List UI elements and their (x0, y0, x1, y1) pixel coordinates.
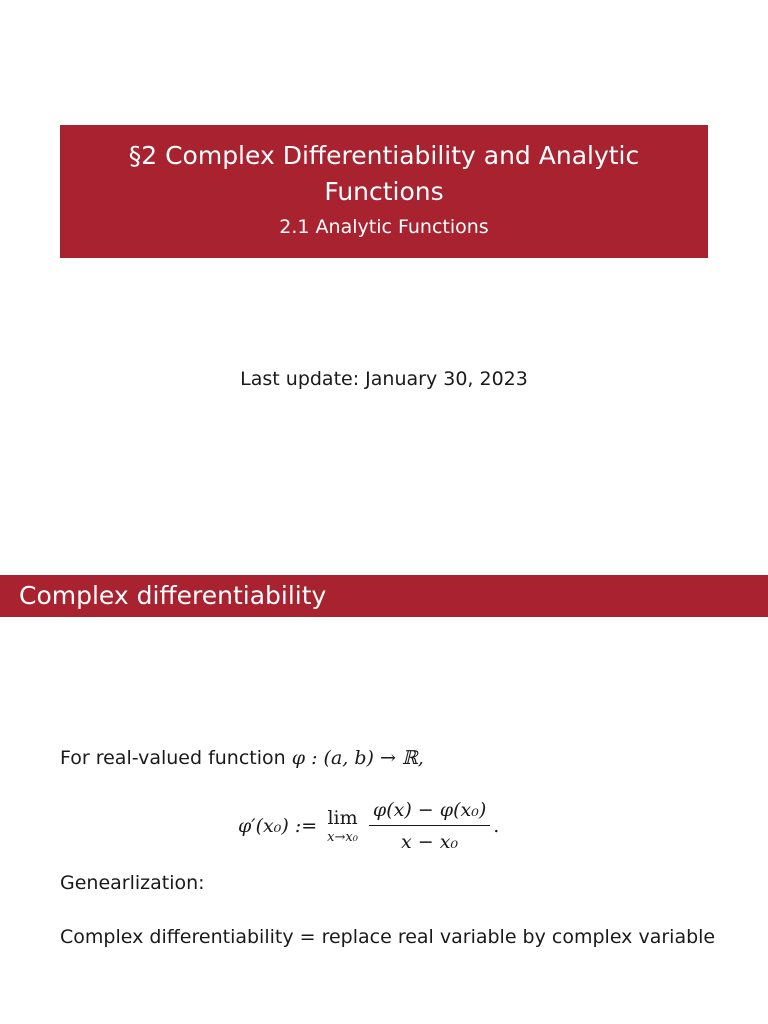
limit-subscript: x→x₀ (327, 830, 358, 845)
title-block (60, 125, 708, 258)
last-update-date: Last update: January 30, 2023 (240, 368, 528, 390)
quotient-denominator: x − x₀ (401, 831, 459, 853)
formula-period: . (493, 815, 500, 837)
intro-text: For real-valued function (60, 747, 286, 769)
formula-lhs: φ′(x₀) := (238, 815, 318, 837)
presentation-title: §2 Complex Differentiability and Analytic Functions (128, 141, 640, 206)
frame-title: Complex differentiability (19, 581, 327, 610)
frame-title-bar (0, 575, 768, 617)
derivative-formula (238, 795, 499, 857)
quotient-numerator: φ(x) − φ(x₀) (369, 798, 490, 826)
generalization-label: Genearlization: (60, 872, 205, 894)
difference-quotient (369, 798, 490, 854)
intro-math: φ : (a, b) → ℝ, (291, 747, 424, 769)
limit-operator (327, 807, 358, 845)
presentation-subtitle: 2.1 Analytic Functions (279, 216, 489, 238)
limit-word: lim (327, 807, 358, 829)
statement-paragraph: Complex differentiability = replace real variable by complex variable (60, 926, 716, 948)
intro-paragraph (60, 747, 424, 769)
